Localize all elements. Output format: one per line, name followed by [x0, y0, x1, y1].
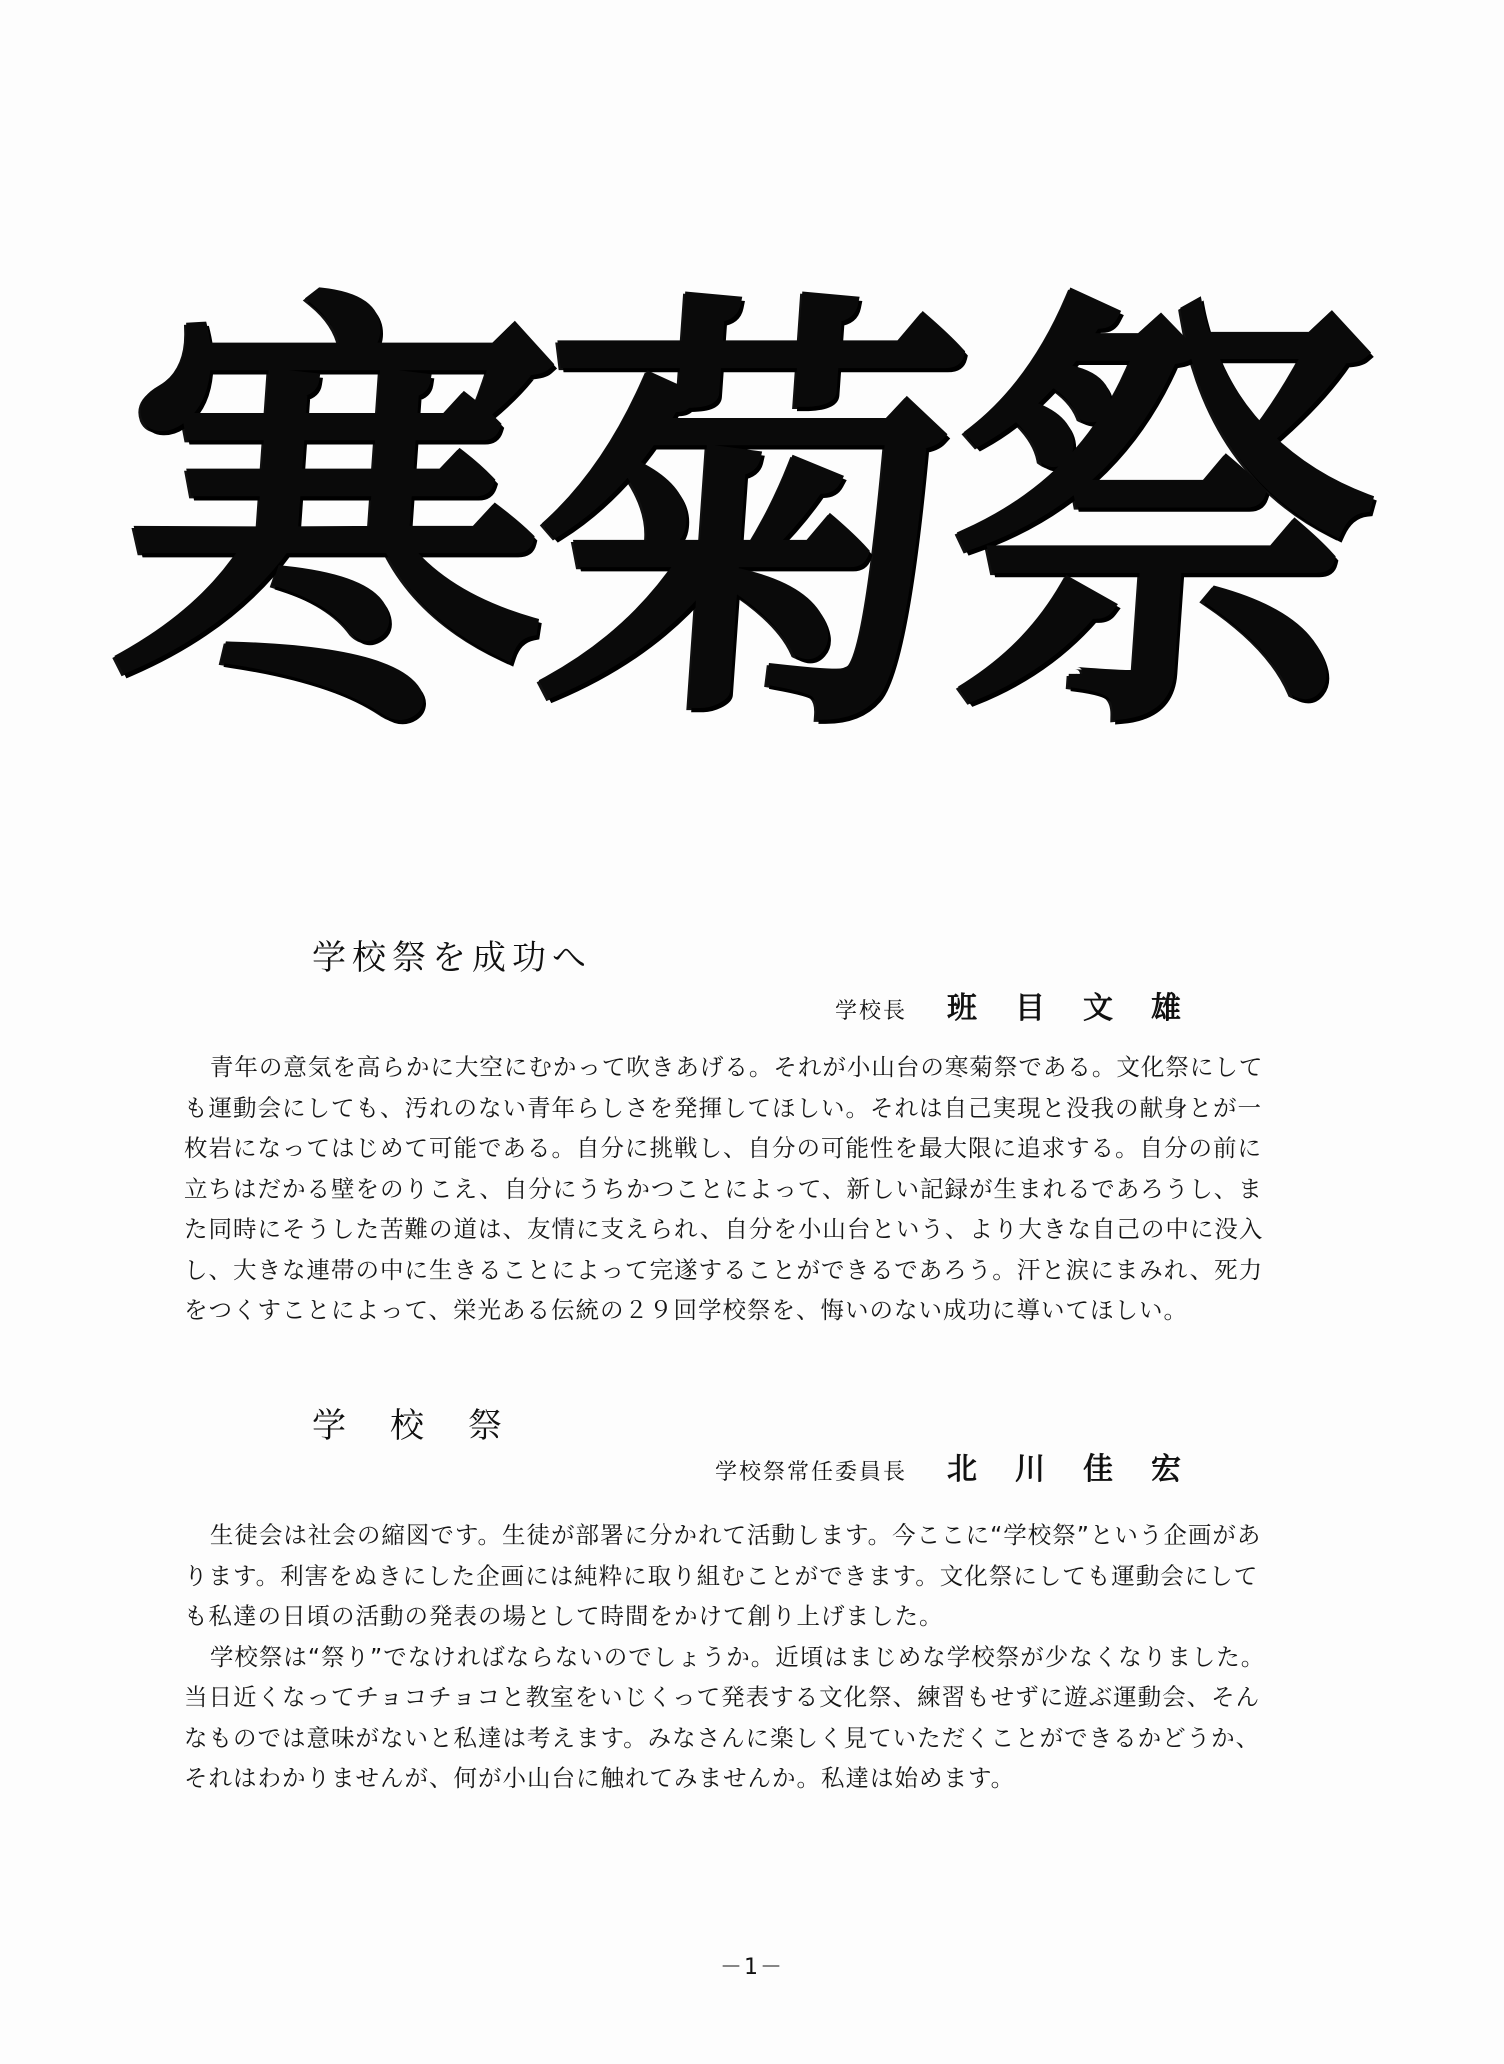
byline-role: 学校祭常任委員長 — [714, 1460, 907, 1485]
byline-name: 北川佳宏 — [947, 1452, 1219, 1487]
article-heading: 学校祭 — [312, 1406, 546, 1446]
article-body — [184, 1047, 1274, 1331]
article-paragraph: 生徒会は社会の縮図です。生徒が部署に分かれて活動します。今ここに“学校祭”という企画があります。利害をぬきにした企画には純粋に取り組むことができます。文化祭にしても運動会にしても私達の日頃の活動の発表の場として時間をかけて創り上げました。 — [184, 1521, 1262, 1630]
article-body — [184, 1515, 1274, 1799]
title-char-1: 寒 — [101, 254, 569, 785]
article-byline — [715, 1444, 1219, 1488]
article-paragraph: 学校祭は“祭り”でなければならないのでしょうか。近頃はまじめな学校祭が少なくなりました。当日近くなってチョコチョコと教室をいじくって発表する文化祭、練習もせずに遊ぶ運動会、そんなものでは意味がないと私達は考えます。みなさんに楽しく見ていただくことができるかどうか、それはわかりませんが、何が小山台に触れてみませんか。私達は始めます。 — [184, 1642, 1266, 1792]
byline-name: 班目文雄 — [947, 991, 1219, 1026]
calligraphy-title — [101, 210, 1399, 830]
article-byline — [835, 983, 1219, 1027]
article-paragraph: 青年の意気を高らかに大空にむかって吹きあげる。それが小山台の寒菊祭である。文化祭にしても運動会にしても、汚れのない青年らしさを発揮してほしい。それは自己実現と没我の献身とが一枚岩になってはじめて可能である。自分に挑戦し、自分の可能性を最大限に追求する。自分の前に立ちはだかる壁をのりこえ、自分にうちかつことによって、新しい記録が生まれるであろうし、また同時にそうした苦難の道は、友情に支えられ、自分を小山台という、より大きな自己の中に没入し、大きな連帯の中に生きることによって完遂することができるであろう。汗と涙にまみれ、死力をつくすことによって、栄光ある伝統の２９回学校祭を、悔いのない成功に導いてほしい。 — [184, 1053, 1264, 1324]
page-number: －1－ — [720, 1955, 784, 1980]
title-char-2: 菊 — [516, 254, 984, 785]
article-heading: 学校祭を成功へ — [312, 938, 592, 978]
title-char-3: 祭 — [931, 254, 1399, 785]
byline-role: 学校長 — [834, 999, 907, 1024]
